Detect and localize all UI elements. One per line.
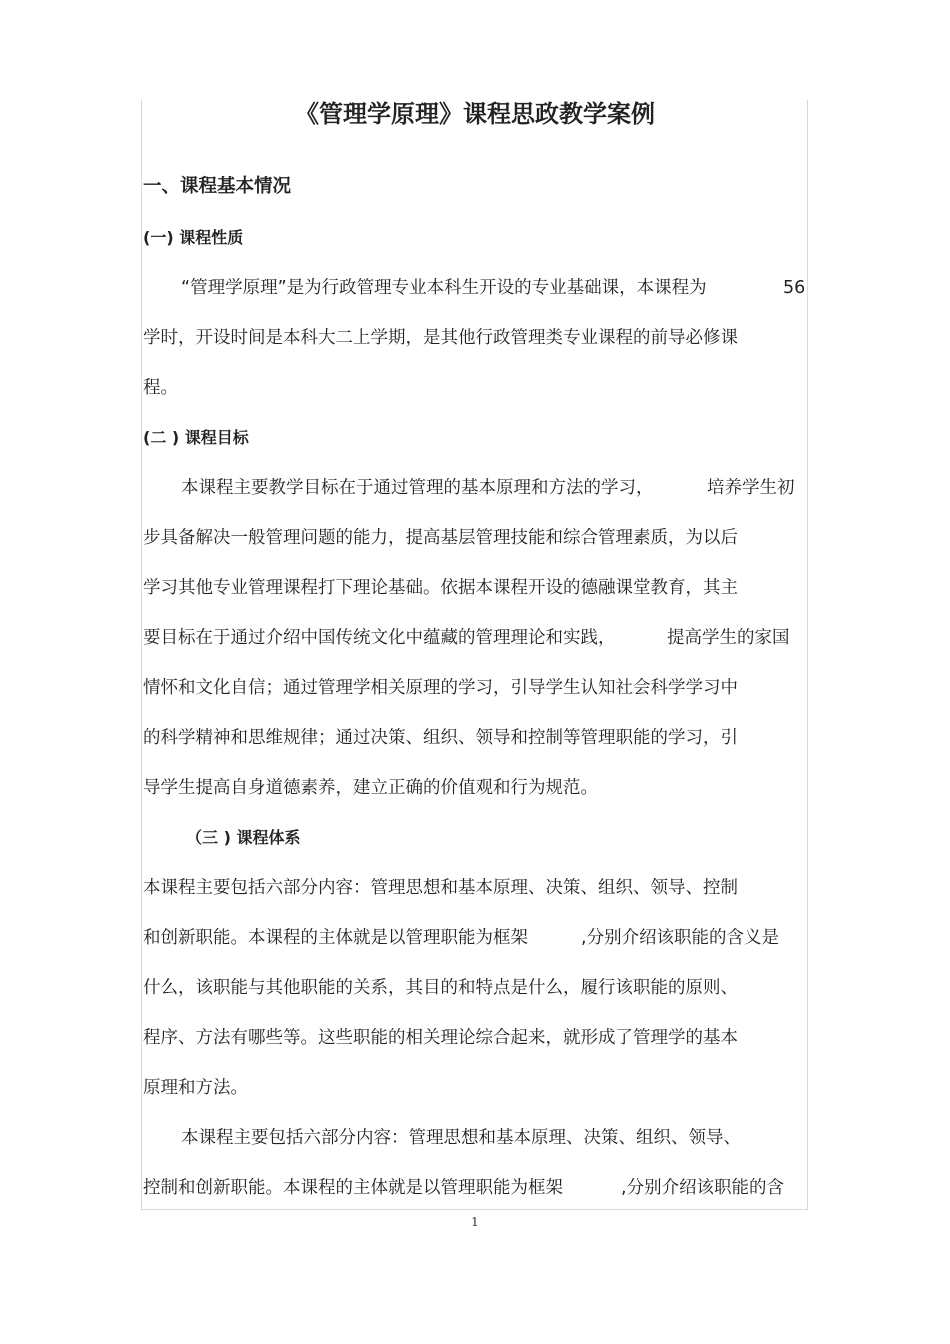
subsection-heading-system: （三 ) 课程体系 <box>186 828 301 847</box>
paragraph-line: 学时，开设时间是本科大二上学期，是其他行政管理类专业课程的前导必修课 <box>143 328 738 348</box>
page-number: 1 <box>471 1215 479 1229</box>
paragraph-line: 程序、方法有哪些等。这些职能的相关理论综合起来，就形成了管理学的基本 <box>143 1028 738 1048</box>
paragraph-line: 56 <box>783 278 806 298</box>
paragraph-line: 情怀和文化自信；通过管理学相关原理的学习，引导学生认知社会科学学习中 <box>143 678 738 698</box>
subsection-heading-nature: (一) 课程性质 <box>143 228 244 247</box>
paragraph-line: 什么，该职能与其他职能的关系，其目的和特点是什么，履行该职能的原则、 <box>143 978 738 998</box>
paragraph-line: ,分别介绍该职能的含 <box>621 1178 785 1198</box>
paragraph-line: “管理学原理”是为行政管理专业本科生开设的专业基础课，本课程为 <box>181 278 707 298</box>
paragraph-line: 步具备解决一般管理问题的能力，提高基层管理技能和综合管理素质，为以后 <box>143 528 738 548</box>
paragraph-line: 控制和创新职能。本课程的主体就是以管理职能为框架 <box>143 1178 563 1198</box>
paragraph-line: 本课程主要包括六部分内容：管理思想和基本原理、决策、组织、领导、 <box>181 1128 741 1148</box>
paragraph-line: 学习其他专业管理课程打下理论基础。依据本课程开设的德融课堂教育，其主 <box>143 578 738 598</box>
paragraph-line: 培养学生初 <box>707 478 795 498</box>
section-heading-basic-info: 一、课程基本情况 <box>143 176 292 197</box>
paragraph-line: 原理和方法。 <box>143 1078 248 1098</box>
paragraph-line: ,分别介绍该职能的含义是 <box>581 928 780 948</box>
paragraph-line: 程。 <box>143 378 178 398</box>
paragraph-line: 的科学精神和思维规律；通过决策、组织、领导和控制等管理职能的学习，引 <box>143 728 738 748</box>
document-title: 《管理学原理》课程思政教学案例 <box>295 100 655 128</box>
paragraph-line: 本课程主要包括六部分内容：管理思想和基本原理、决策、组织、领导、控制 <box>143 878 738 898</box>
paragraph-line: 本课程主要教学目标在于通过管理的基本原理和方法的学习， <box>181 478 654 498</box>
paragraph-line: 要目标在于通过介绍中国传统文化中蕴藏的管理理论和实践， <box>143 628 616 648</box>
paragraph-line: 提高学生的家国 <box>667 628 790 648</box>
paragraph-line: 和创新职能。本课程的主体就是以管理职能为框架 <box>143 928 528 948</box>
subsection-heading-goals: (二 ) 课程目标 <box>143 428 249 447</box>
paragraph-line: 导学生提高自身道德素养，建立正确的价值观和行为规范。 <box>143 778 598 798</box>
